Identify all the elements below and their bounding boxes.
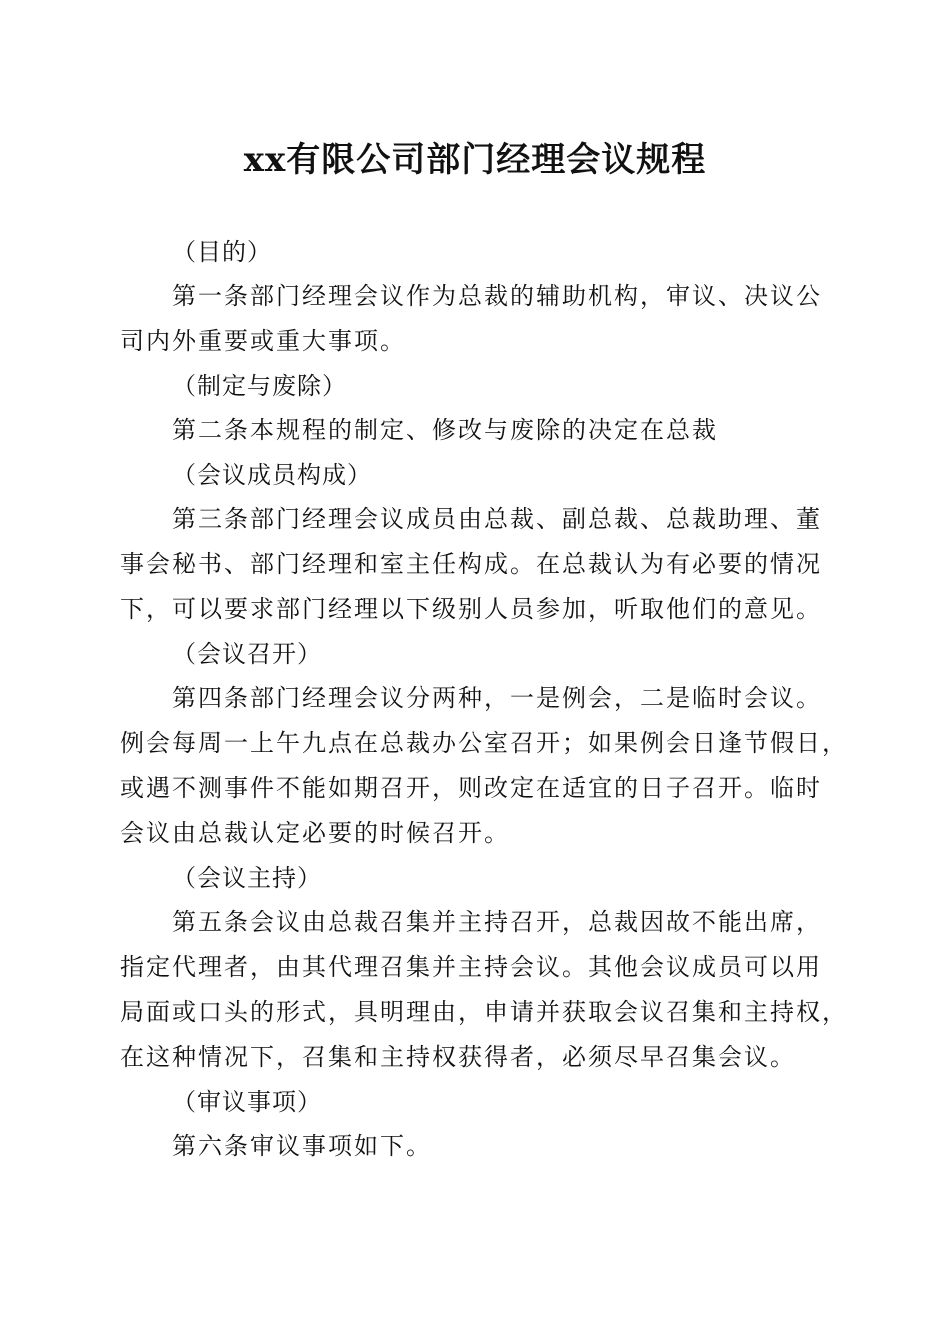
paragraph-line: 或遇不测事件不能如期召开，则改定在适宜的日子召开。临时 (120, 774, 822, 802)
article-2 (120, 408, 832, 453)
article-5 (120, 900, 848, 1080)
paragraph-line: 第一条部门经理会议作为总裁的辅助机构，审议、决议公 (172, 282, 822, 310)
section-heading-chairing: （会议主持） (172, 864, 322, 892)
paragraph-line: 司内外重要或重大事项。 (120, 327, 406, 355)
article-1 (120, 274, 832, 364)
paragraph-line: 例会每周一上午九点在总裁办公室召开；如果例会日逢节假日， (120, 729, 848, 757)
paragraph-line: 指定代理者，由其代理召集并主持会议。其他会议成员可以用 (120, 953, 822, 981)
paragraph-line: 会议由总裁认定必要的时候召开。 (120, 819, 510, 847)
paragraph-line: 在这种情况下，召集和主持权获得者，必须尽早召集会议。 (120, 1043, 796, 1071)
document-body (120, 230, 848, 1169)
paragraph-line: 下，可以要求部门经理以下级别人员参加，听取他们的意见。 (120, 595, 822, 623)
section-heading-establish-abolish: （制定与废除） (172, 372, 347, 400)
section-heading-convening: （会议召开） (172, 640, 322, 668)
paragraph-line: 事会秘书、部门经理和室主任构成。在总裁认为有必要的情况 (120, 550, 822, 578)
paragraph-line: 第五条会议由总裁召集并主持召开，总裁因故不能出席， (172, 908, 822, 936)
paragraph-line: 局面或口头的形式，具明理由，申请并获取会议召集和主持权， (120, 998, 848, 1026)
section-heading-deliberation: （审议事项） (172, 1088, 322, 1116)
article-3 (120, 497, 832, 632)
document-title: xx有限公司部门经理会议规程 (243, 140, 707, 180)
section-heading-purpose: （目的） (172, 238, 272, 266)
section-heading-members: （会议成员构成） (172, 461, 372, 489)
paragraph-line: 第三条部门经理会议成员由总裁、副总裁、总裁助理、董 (172, 505, 822, 533)
article-4 (120, 676, 848, 856)
paragraph-line: 第六条审议事项如下。 (172, 1132, 432, 1160)
paragraph-line: 第二条本规程的制定、修改与废除的决定在总裁 (172, 416, 718, 444)
paragraph-line: 第四条部门经理会议分两种，一是例会，二是临时会议。 (172, 684, 822, 712)
article-6 (120, 1124, 832, 1169)
